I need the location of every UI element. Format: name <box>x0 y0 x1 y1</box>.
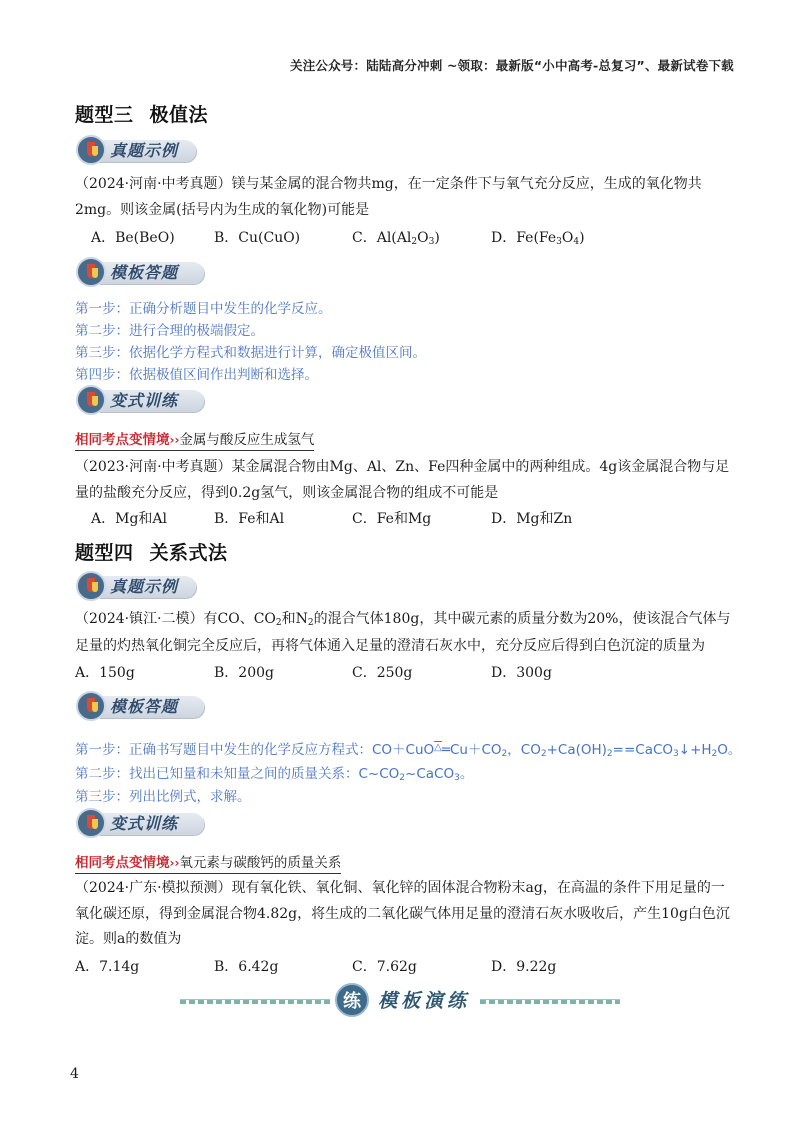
flask-icon <box>76 691 106 721</box>
option-c: C．$Al(Al_2O_3)$ <box>352 230 440 247</box>
step-1: 第一步：正确书写题目中发生的化学反应方程式：$CO+CuO\triangle═Cu+CO_2$，$CO_2+Ca(OH)_2==CaCO_3↓+H_2O$。 <box>75 742 742 759</box>
variant-option-a: A．Mg和Al <box>91 511 167 527</box>
variant-option-d: D．Mg和Zn <box>491 511 573 527</box>
header-note: 关注公众号：陆陆高分冲刺 ~领取：最新版“小中高考-总复习”、最新试卷下载 <box>290 58 734 73</box>
double-arrow-icon: ›› <box>169 856 180 870</box>
variant-option-a: A．7.14g <box>75 959 140 975</box>
flask-icon <box>76 808 106 838</box>
option-b: B．Cu(CuO) <box>214 230 301 246</box>
question-text-line-2: 2mg。则该金属(括号内为生成的氧化物)可能是 <box>75 202 370 218</box>
variant-option-c: C．Fe和Mg <box>352 511 432 527</box>
context-tag: 相同考点变情境››氧元素与碳酸钙的质量关系 <box>75 851 341 874</box>
step-2: 第二步：进行合理的极端假定。 <box>75 323 264 339</box>
step-1: 第一步：正确分析题目中发生的化学反应。 <box>75 301 332 317</box>
section-4-title-name: 关系式法 <box>149 542 228 564</box>
divider-left-dash <box>180 999 330 1004</box>
variant-option-d: D．9.22g <box>491 959 557 975</box>
real-question-banner: 真题示例 <box>76 135 196 165</box>
practice-seal-icon: 练 <box>335 983 369 1017</box>
variant-text-line-3: 淀。则a的数值为 <box>75 931 182 947</box>
flask-icon <box>76 135 106 165</box>
section-3-title-number: 题型三 <box>75 104 134 126</box>
flask-icon <box>76 385 106 415</box>
variant-training-banner: 变式训练 <box>76 808 204 838</box>
question-text-line-1: （2024·河南·中考真题）镁与某金属的混合物共mg，在一定条件下与氧气充分反应，生成的氧化物共 <box>75 176 702 192</box>
section-4-title <box>75 538 228 565</box>
practice-title: 模板演练 <box>378 990 471 1012</box>
real-question-banner: 真题示例 <box>76 571 196 601</box>
option-b: B．200g <box>214 665 274 681</box>
variant-text-line-2: 氧化碳还原，得到金属混合物4.82g，将生成的二氧化碳气体用足量的澄清石灰水吸收后，产生10g白色沉 <box>75 906 730 922</box>
option-a: A．150g <box>75 665 135 681</box>
context-tag: 相同考点变情境››金属与酸反应生成氢气 <box>75 428 314 451</box>
option-a: A．Be(BeO) <box>91 230 175 246</box>
variant-training-banner: 变式训练 <box>76 385 204 415</box>
variant-option-b: B．Fe和Al <box>214 511 285 527</box>
section-3-title-name: 极值法 <box>149 104 209 126</box>
step-3: 第三步：依据化学方程式和数据进行计算，确定极值区间。 <box>75 345 426 361</box>
step-2: 第二步：找出已知量和未知量之间的质量关系：$C\sim CO_2\sim CaCO_3$。 <box>75 766 474 783</box>
section-4-title-number: 题型四 <box>75 542 134 564</box>
option-d: D．$Fe(Fe_3O_4)$ <box>491 230 585 247</box>
template-answer-banner: 模板答题 <box>76 691 204 721</box>
variant-text-line-1: （2024·广东·模拟预测）现有氧化铁、氧化铜、氧化锌的固体混合物粉末ag，在高温的条件下用足量的一 <box>75 880 725 896</box>
practice-divider <box>180 983 620 1019</box>
step-4: 第四步：依据极值区间作出判断和选择。 <box>75 367 318 383</box>
template-answer-banner: 模板答题 <box>76 257 204 287</box>
option-d: D．300g <box>491 665 552 681</box>
variant-option-b: B．6.42g <box>214 959 279 975</box>
section-3-title <box>75 100 208 127</box>
option-c: C．250g <box>352 665 413 681</box>
question-text-line-1: （2024·镇江·二模）有CO、$CO_2$和$N_2$的混合气体180g，其中碳元素的质量分数为20%，使该混合气体与 <box>75 611 731 628</box>
variant-option-c: C．7.62g <box>352 959 417 975</box>
divider-right-dash <box>480 999 620 1004</box>
question-text-line-2: 足量的灼热氧化铜完全反应后，再将气体通入足量的澄清石灰水中，充分反应后得到白色沉淀的质量为 <box>75 638 705 654</box>
double-arrow-icon: ›› <box>169 433 180 447</box>
variant-text-line-2: 量的盐酸充分反应，得到0.2g氢气，则该金属混合物的组成不可能是 <box>75 485 499 501</box>
flask-icon <box>76 257 106 287</box>
page-number: 4 <box>70 1066 79 1082</box>
variant-text-line-1: （2023·河南·中考真题）某金属混合物由Mg、Al、Zn、Fe四种金属中的两种组成。4g该金属混合物与足 <box>75 459 730 475</box>
flask-icon <box>76 571 106 601</box>
step-3: 第三步：列出比例式，求解。 <box>75 789 251 805</box>
